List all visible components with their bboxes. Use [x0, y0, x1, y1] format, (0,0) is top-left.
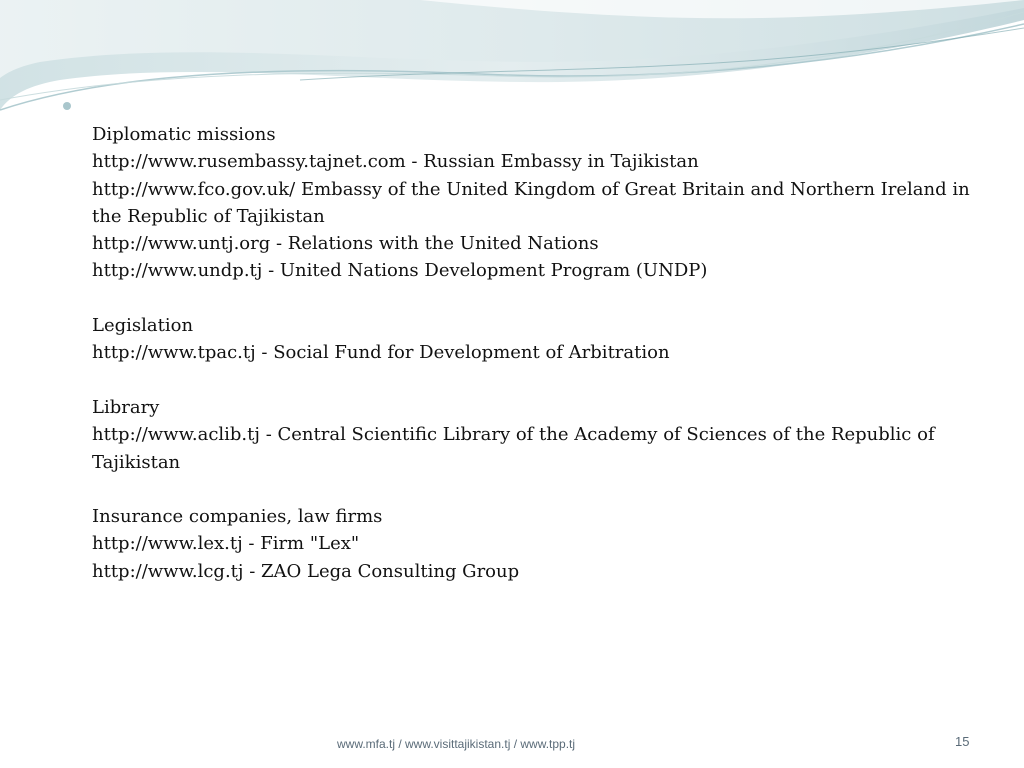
spacer	[92, 367, 972, 394]
spacer	[92, 285, 972, 312]
link-line: http://www.rusembassy.tajnet.com - Russian Embassy in Tajikistan	[92, 151, 699, 173]
link-line: http://www.aclib.tj - Central Scientific Library of the Academy of Sciences of the Republic of Tajikistan	[92, 424, 935, 473]
link-line: http://www.undp.tj - United Nations Development Program (UNDP)	[92, 260, 708, 282]
link-line: http://www.fco.gov.uk/ Embassy of the United Kingdom of Great Britain and Northern Ireland in the Republic of Tajikistan	[92, 178, 970, 227]
page-number: 15	[955, 734, 970, 749]
footer-links: www.mfa.tj / www.visittajikistan.tj / www.tpp.tj	[337, 737, 576, 751]
section-heading: Diplomatic missions	[92, 124, 276, 145]
header-wave-decoration	[0, 0, 1024, 120]
section-heading: Insurance companies, law firms	[92, 506, 383, 528]
bullet-icon	[63, 102, 71, 110]
section-heading: Legislation	[92, 315, 194, 337]
link-line: http://www.tpac.tj - Social Fund for Development of Arbitration	[92, 342, 670, 364]
spacer	[92, 476, 972, 503]
link-line: http://www.lex.tj - Firm "Lex"	[92, 533, 360, 555]
slide-body	[92, 121, 972, 585]
section-heading: Library	[92, 396, 160, 418]
link-line: http://www.untj.org - Relations with the United Nations	[92, 233, 599, 255]
link-line: http://www.lcg.tj - ZAO Lega Consulting Group	[92, 560, 520, 582]
